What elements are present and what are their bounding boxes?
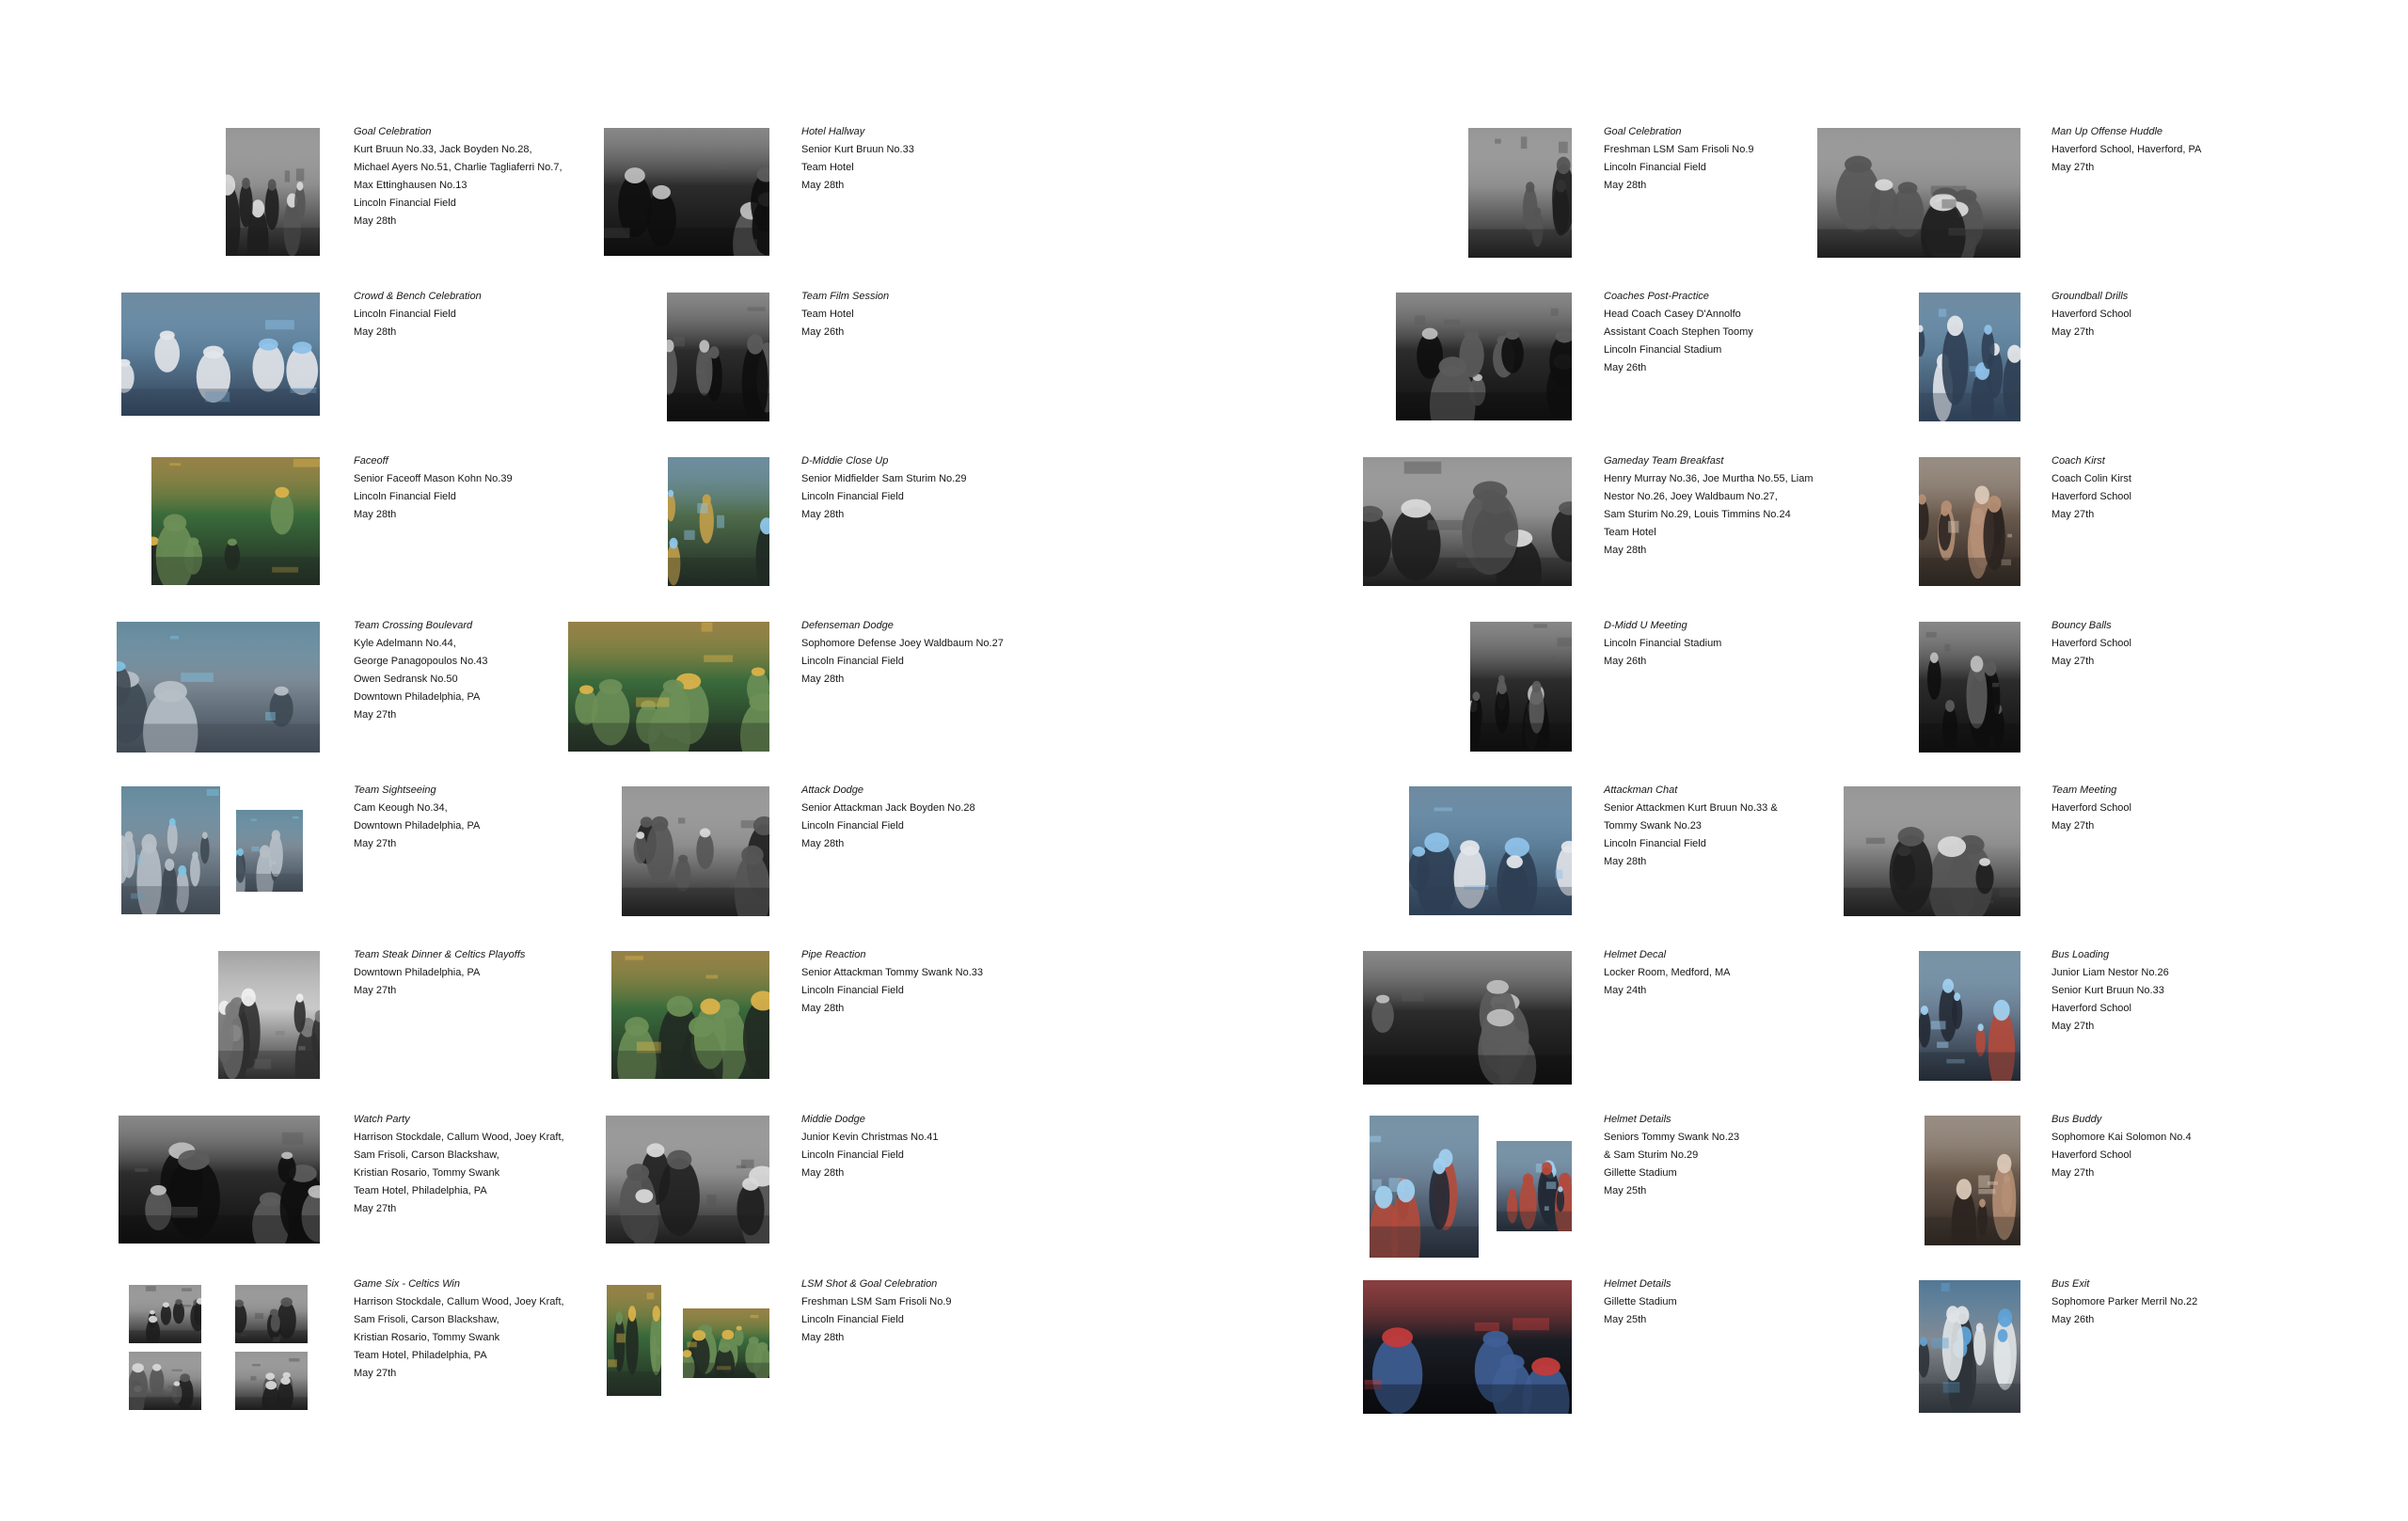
photo-caption: [801, 617, 1046, 689]
caption-line: Owen Sedransk No.50: [354, 673, 458, 685]
caption-title: D-Middie Close Up: [801, 455, 889, 467]
photo-caption: [801, 1275, 1046, 1347]
caption-line: May 25th: [1604, 1314, 1647, 1325]
caption-line: Harrison Stockdale, Callum Wood, Joey Kraft,: [354, 1296, 564, 1307]
caption-line: Haverford School: [2052, 491, 2131, 502]
caption-title: Attackman Chat: [1604, 784, 1678, 796]
caption-line: Senior Attackman Tommy Swank No.33: [801, 967, 983, 978]
caption-title: Gameday Team Breakfast: [1604, 455, 1724, 467]
caption-line: May 27th: [354, 985, 397, 996]
caption-line: Downtown Philadelphia, PA: [354, 691, 481, 703]
caption-title: Helmet Details: [1604, 1114, 1671, 1125]
caption-line: Kristian Rosario, Tommy Swank: [354, 1332, 500, 1343]
caption-line: Junior Kevin Christmas No.41: [801, 1132, 939, 1143]
caption-title: Helmet Details: [1604, 1278, 1671, 1290]
caption-line: Senior Attackman Jack Boyden No.28: [801, 802, 975, 814]
caption-line: Senior Kurt Bruun No.33: [801, 144, 914, 155]
photo-caption: [1604, 617, 1848, 671]
caption-line: May 26th: [1604, 362, 1647, 373]
caption-line: May 27th: [354, 1203, 397, 1214]
caption-line: May 27th: [2052, 509, 2095, 520]
caption-line: Haverford School: [2052, 802, 2131, 814]
caption-title: Team Meeting: [2052, 784, 2117, 796]
hotel-hallway-photo: [604, 128, 769, 256]
bus-exit-photo: [1919, 1280, 2020, 1413]
caption-line: Coach Colin Kirst: [2052, 473, 2131, 484]
caption-line: Senior Kurt Bruun No.33: [2052, 985, 2164, 996]
caption-title: Game Six - Celtics Win: [354, 1278, 460, 1290]
caption-line: May 27th: [2052, 1021, 2095, 1032]
caption-line: May 27th: [354, 838, 397, 849]
caption-line: Sam Frisoli, Carson Blackshaw,: [354, 1314, 499, 1325]
caption-title: Coaches Post-Practice: [1604, 291, 1709, 302]
defenseman-dodge-photo: [568, 622, 769, 752]
d-midd-u-meeting-photo: [1470, 622, 1572, 752]
caption-title: LSM Shot & Goal Celebration: [801, 1278, 938, 1290]
caption-line: May 28th: [354, 215, 397, 227]
photo-caption: [2052, 617, 2296, 671]
caption-line: May 26th: [801, 326, 845, 338]
caption-line: May 27th: [2052, 1167, 2095, 1179]
caption-line: May 28th: [354, 326, 397, 338]
caption-line: May 28th: [801, 180, 845, 191]
caption-line: Haverford School: [2052, 638, 2131, 649]
caption-line: May 27th: [2052, 162, 2095, 173]
faceoff-photo: [151, 457, 320, 585]
caption-line: Sam Frisoli, Carson Blackshaw,: [354, 1149, 499, 1161]
lsm-shot-goal-celebration-photo: [607, 1285, 661, 1396]
helmet-details-photo: [1363, 1280, 1572, 1414]
caption-line: Sam Sturim No.29, Louis Timmins No.24: [1604, 509, 1791, 520]
caption-line: May 26th: [2052, 1314, 2095, 1325]
caption-line: Henry Murray No.36, Joe Murtha No.55, Liam: [1604, 473, 1814, 484]
photo-caption: [1604, 452, 1848, 560]
helmet-decal-photo: [1363, 951, 1572, 1085]
caption-line: Downtown Philadelphia, PA: [354, 820, 481, 832]
caption-title: Helmet Decal: [1604, 949, 1667, 960]
photo-caption: [801, 288, 1046, 341]
caption-title: Team Steak Dinner & Celtics Playoffs: [354, 949, 526, 960]
photo-caption: [1604, 1275, 1848, 1329]
caption-line: Haverford School: [2052, 1003, 2131, 1014]
caption-title: Bus Loading: [2052, 949, 2110, 960]
caption-line: Sophomore Parker Merril No.22: [2052, 1296, 2198, 1307]
coaches-post-practice-photo: [1396, 293, 1572, 420]
caption-line: & Sam Sturim No.29: [1604, 1149, 1699, 1161]
caption-line: Nestor No.26, Joey Waldbaum No.27,: [1604, 491, 1778, 502]
caption-line: May 25th: [1604, 1185, 1647, 1196]
man-up-offense-huddle-photo: [1817, 128, 2020, 258]
caption-line: Team Hotel: [801, 162, 854, 173]
team-steak-dinner-photo: [218, 951, 320, 1079]
caption-title: Team Crossing Boulevard: [354, 620, 473, 631]
photo-caption: [2052, 123, 2296, 177]
caption-line: Senior Midfielder Sam Sturim No.29: [801, 473, 967, 484]
caption-line: May 28th: [801, 509, 845, 520]
caption-line: May 28th: [801, 1332, 845, 1343]
photo-caption: [1604, 123, 1848, 195]
photo-caption: [1604, 1111, 1848, 1200]
caption-title: Team Sightseeing: [354, 784, 436, 796]
caption-line: Lincoln Financial Field: [801, 1314, 904, 1325]
bus-loading-photo: [1919, 951, 2020, 1081]
photo-caption: [2052, 1111, 2296, 1182]
caption-line: Freshman LSM Sam Frisoli No.9: [801, 1296, 952, 1307]
caption-title: D-Midd U Meeting: [1604, 620, 1687, 631]
caption-line: Kurt Bruun No.33, Jack Boyden No.28,: [354, 144, 532, 155]
caption-line: Freshman LSM Sam Frisoli No.9: [1604, 144, 1754, 155]
team-sightseeing-photo: [121, 786, 220, 914]
caption-line: Lincoln Financial Field: [801, 491, 904, 502]
caption-line: Lincoln Financial Stadium: [1604, 344, 1722, 356]
photo-caption: [354, 1111, 598, 1218]
team-meeting-photo: [1844, 786, 2020, 916]
photo-caption: [801, 1111, 1046, 1182]
caption-title: Groundball Drills: [2052, 291, 2129, 302]
goal-celebration-photo: [226, 128, 320, 256]
caption-line: Head Coach Casey D'Annolfo: [1604, 309, 1741, 320]
coach-kirst-photo: [1919, 457, 2020, 586]
photo-caption: [1604, 782, 1848, 871]
caption-line: Gillette Stadium: [1604, 1167, 1677, 1179]
middie-dodge-photo: [606, 1116, 769, 1244]
photo-caption: [354, 617, 598, 724]
photo-caption: [801, 452, 1046, 524]
caption-line: Lincoln Financial Field: [1604, 838, 1706, 849]
team-sightseeing-photo: [236, 810, 303, 892]
game-six-celtics-win-photo: [129, 1285, 201, 1343]
photo-caption: [1604, 288, 1848, 377]
gameday-team-breakfast-photo: [1363, 457, 1572, 586]
caption-line: Haverford School: [2052, 309, 2131, 320]
caption-line: Lincoln Financial Field: [801, 985, 904, 996]
caption-line: May 28th: [801, 1003, 845, 1014]
caption-line: May 27th: [2052, 656, 2095, 667]
caption-title: Man Up Offense Huddle: [2052, 126, 2163, 137]
caption-line: Lincoln Financial Field: [354, 198, 456, 209]
caption-line: Senior Attackmen Kurt Bruun No.33 &: [1604, 802, 1778, 814]
caption-title: Hotel Hallway: [801, 126, 865, 137]
photo-caption: [354, 123, 598, 230]
helmet-details-photo: [1370, 1116, 1479, 1258]
photo-caption: [801, 946, 1046, 1018]
attack-dodge-photo: [622, 786, 769, 916]
game-six-celtics-win-photo: [235, 1285, 308, 1343]
caption-line: May 27th: [354, 1368, 397, 1379]
photo-caption: [354, 946, 598, 1000]
caption-line: Cam Keough No.34,: [354, 802, 448, 814]
caption-title: Attack Dodge: [801, 784, 864, 796]
caption-line: May 27th: [354, 709, 397, 721]
caption-line: Junior Liam Nestor No.26: [2052, 967, 2169, 978]
caption-line: Haverford School: [2052, 1149, 2131, 1161]
caption-line: Max Ettinghausen No.13: [354, 180, 467, 191]
bouncy-balls-photo: [1919, 622, 2020, 753]
photo-caption: [801, 782, 1046, 853]
photo-caption: [2052, 1275, 2296, 1329]
team-crossing-boulevard-photo: [117, 622, 320, 753]
photo-caption: [354, 782, 598, 853]
caption-line: Team Hotel: [1604, 527, 1656, 538]
caption-line: Harrison Stockdale, Callum Wood, Joey Kraft,: [354, 1132, 564, 1143]
goal-celebration-photo: [1468, 128, 1572, 258]
caption-line: Michael Ayers No.51, Charlie Tagliaferri No.7,: [354, 162, 562, 173]
lsm-shot-goal-celebration-photo: [683, 1308, 769, 1378]
photo-caption: [2052, 782, 2296, 835]
caption-line: May 27th: [2052, 326, 2095, 338]
caption-title: Goal Celebration: [354, 126, 432, 137]
caption-line: Team Hotel, Philadelphia, PA: [354, 1185, 487, 1196]
caption-title: Coach Kirst: [2052, 455, 2105, 467]
caption-line: Kristian Rosario, Tommy Swank: [354, 1167, 500, 1179]
caption-title: Crowd & Bench Celebration: [354, 291, 482, 302]
caption-title: Middie Dodge: [801, 1114, 865, 1125]
caption-line: Kyle Adelmann No.44,: [354, 638, 456, 649]
game-six-celtics-win-photo: [235, 1352, 308, 1410]
caption-title: Faceoff: [354, 455, 388, 467]
caption-line: May 28th: [801, 673, 845, 685]
caption-line: Senior Faceoff Mason Kohn No.39: [354, 473, 513, 484]
photo-caption: [2052, 452, 2296, 524]
caption-line: Lincoln Financial Field: [1604, 162, 1706, 173]
photo-caption: [1604, 946, 1848, 1000]
caption-line: Assistant Coach Stephen Toomy: [1604, 326, 1753, 338]
caption-title: Team Film Session: [801, 291, 890, 302]
caption-line: May 26th: [1604, 656, 1647, 667]
crowd-bench-celebration-photo: [121, 293, 320, 416]
photo-caption: [2052, 288, 2296, 341]
caption-title: Bus Buddy: [2052, 1114, 2102, 1125]
caption-line: May 27th: [2052, 820, 2095, 832]
caption-line: Team Hotel: [801, 309, 854, 320]
photo-caption: [2052, 946, 2296, 1036]
caption-line: Lincoln Financial Field: [801, 1149, 904, 1161]
caption-line: George Panagopoulos No.43: [354, 656, 488, 667]
team-film-session-photo: [667, 293, 769, 421]
caption-line: Team Hotel, Philadelphia, PA: [354, 1350, 487, 1361]
caption-title: Watch Party: [354, 1114, 410, 1125]
caption-line: May 28th: [801, 838, 845, 849]
caption-line: Seniors Tommy Swank No.23: [1604, 1132, 1740, 1143]
caption-line: Lincoln Financial Field: [354, 309, 456, 320]
photo-caption: [354, 452, 598, 524]
caption-line: Lincoln Financial Field: [801, 820, 904, 832]
caption-title: Bouncy Balls: [2052, 620, 2112, 631]
caption-line: Locker Room, Medford, MA: [1604, 967, 1731, 978]
d-middie-close-up-photo: [668, 457, 769, 586]
caption-line: May 28th: [801, 1167, 845, 1179]
caption-line: May 24th: [1604, 985, 1647, 996]
caption-line: Haverford School, Haverford, PA: [2052, 144, 2202, 155]
game-six-celtics-win-photo: [129, 1352, 201, 1410]
caption-title: Defenseman Dodge: [801, 620, 894, 631]
caption-line: May 28th: [1604, 545, 1647, 556]
caption-title: Pipe Reaction: [801, 949, 866, 960]
attackman-chat-photo: [1409, 786, 1572, 915]
watch-party-photo: [119, 1116, 320, 1244]
caption-line: Downtown Philadelphia, PA: [354, 967, 481, 978]
photo-caption: [801, 123, 1046, 195]
caption-line: Lincoln Financial Field: [354, 491, 456, 502]
caption-line: May 28th: [354, 509, 397, 520]
caption-line: May 28th: [1604, 856, 1647, 867]
caption-line: Lincoln Financial Field: [801, 656, 904, 667]
caption-line: Sophomore Defense Joey Waldbaum No.27: [801, 638, 1004, 649]
photo-caption: [354, 1275, 598, 1383]
pipe-reaction-photo: [611, 951, 769, 1079]
photo-caption: [354, 288, 598, 341]
caption-line: Tommy Swank No.23: [1604, 820, 1702, 832]
caption-line: Sophomore Kai Solomon No.4: [2052, 1132, 2192, 1143]
helmet-details-photo: [1497, 1141, 1572, 1231]
caption-title: Bus Exit: [2052, 1278, 2090, 1290]
bus-buddy-photo: [1925, 1116, 2020, 1245]
caption-line: Lincoln Financial Stadium: [1604, 638, 1722, 649]
caption-title: Goal Celebration: [1604, 126, 1682, 137]
groundball-drills-photo: [1919, 293, 2020, 421]
caption-line: May 28th: [1604, 180, 1647, 191]
caption-line: Gillette Stadium: [1604, 1296, 1677, 1307]
